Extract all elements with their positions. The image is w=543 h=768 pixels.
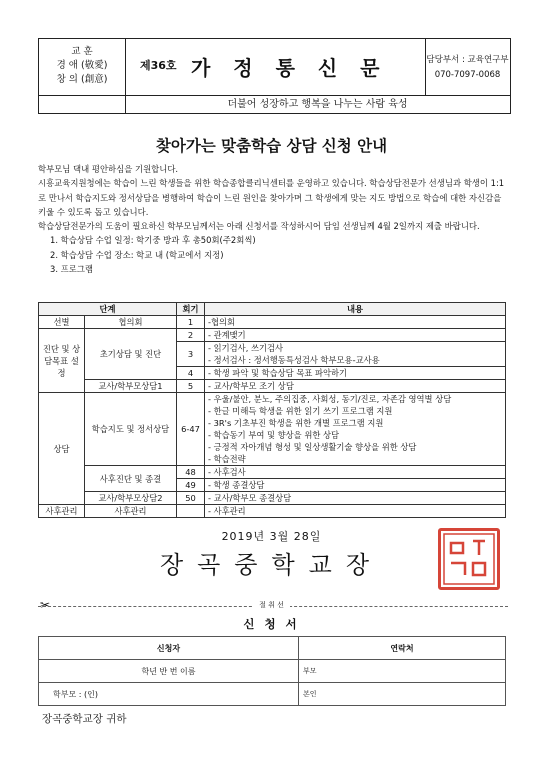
title-box (125, 39, 426, 95)
parent-signature-field[interactable]: 학부모 : (인) (39, 683, 299, 706)
table-row (39, 316, 506, 329)
document-title: 찾아가는 맞춤학습 상담 신청 안내 (155, 137, 388, 155)
table-row (39, 466, 506, 479)
content-line: - 학습동기 부여 및 향상을 위한 상담 (208, 430, 340, 440)
addressee: 장곡중학교장 귀하 (42, 713, 127, 725)
stage-cell: 사후관리 (39, 505, 85, 518)
content-line: - 한글 미해득 학생을 위한 읽기 쓰기 프로그램 지원 (208, 406, 393, 416)
content-cell (205, 342, 506, 367)
applicant-header: 신청자 (39, 637, 299, 660)
scissors-icon: ✂ (40, 598, 51, 612)
application-form (38, 636, 506, 706)
content-cell: - 학생 종결상담 (205, 479, 506, 492)
session-cell: 3 (177, 342, 205, 367)
table-row (39, 505, 506, 518)
program-table (38, 302, 506, 518)
content-cell (205, 393, 506, 466)
content-cell: - 사후관리 (205, 505, 506, 518)
paragraph: 학습상담전문가의 도움이 필요하신 학부모님께서는 아래 신청서를 작성하시어 담임 선생님께 4월 2일까지 제출 바랍니다. (38, 221, 480, 232)
content-line: - 긍정적 자아개념 형성 및 일상생활기술 향상을 위한 상담 (208, 442, 417, 452)
content-line: - 3R's 기초부진 학생을 위한 개별 프로그램 지원 (208, 418, 384, 428)
student-info-field[interactable]: 학년 반 번 이름 (39, 660, 299, 683)
substage-cell: 사후관리 (85, 505, 177, 518)
content-cell: -협의회 (205, 316, 506, 329)
greeting: 학부모님 댁내 평안하심을 기원합니다. (38, 164, 179, 174)
table-row (39, 329, 506, 342)
list-item: 1. 학습상담 수업 일정: 학기중 방과 후 총50회(주2회씩) (50, 235, 256, 246)
content-line: - 학습전략 (208, 454, 246, 464)
official-seal (438, 528, 500, 590)
mother-contact-field[interactable]: 본인 (299, 683, 506, 706)
content-cell: - 학생 파악 및 학습상담 목표 파악하기 (205, 367, 506, 380)
session-cell: 4 (177, 367, 205, 380)
content-line: - 우울/불안, 분노, 주의집중, 사회성, 동기/진로, 자존감 영역별 상담 (208, 394, 452, 404)
content-cell: - 관계맺기 (205, 329, 506, 342)
newsletter-title: 가 정 통 신 문 (191, 56, 388, 80)
motto-box (39, 39, 126, 95)
table-row (39, 393, 506, 466)
cut-line-label: 절 취 선 (0, 600, 543, 610)
table-row (39, 380, 506, 393)
application-title: 신 청 서 (243, 617, 300, 631)
session-cell: 6-47 (177, 393, 205, 466)
session-cell: 48 (177, 466, 205, 479)
substage-cell: 사후진단 및 종결 (85, 466, 177, 492)
motto-line: 교 훈 (71, 46, 93, 57)
slogan-bar (38, 96, 511, 114)
list-item: 3. 프로그램 (50, 264, 94, 275)
stage-cell: 선별 (39, 316, 85, 329)
table-row (39, 492, 506, 505)
session-cell: 50 (177, 492, 205, 505)
session-cell: 49 (177, 479, 205, 492)
body-text (38, 162, 506, 276)
paragraph: 시흥교육지원청에는 학습이 느린 학생들을 위한 학습종합클리닉센터를 운영하고 있습니다. 학습상담전문가 선생님과 학생이 1:1로 만나서 학습지도와 정서상담을 병행하여 학습이 느린 원인을 찾아가며 그 학생에게 맞는 지도 방법으로 학습에 대한 자신감을 키울 수 있도록 돕고 있습니다. (38, 178, 505, 217)
contact-box (425, 39, 510, 95)
header-stage: 단계 (39, 303, 177, 316)
contact-header: 연락처 (299, 637, 506, 660)
principal-name: 장곡중학교장 (159, 551, 384, 579)
session-cell: 1 (177, 316, 205, 329)
father-contact-field[interactable]: 부모 (299, 660, 506, 683)
newsletter-header (38, 38, 511, 96)
department: 담당부서 : 교육연구부 (426, 55, 509, 65)
session-cell (177, 505, 205, 518)
substage-cell: 협의회 (85, 316, 177, 329)
motto-line: 창 의 (創意) (56, 74, 108, 85)
content-line: - 정서검사 : 정서행동특성검사 학부모용-교사용 (208, 355, 380, 365)
stage-cell: 상담 (39, 393, 85, 505)
substage-cell: 교사/학부모상담2 (85, 492, 177, 505)
substage-cell: 초기상담 및 진단 (85, 329, 177, 380)
content-cell: - 교사/학부모 종결상담 (205, 492, 506, 505)
motto-line: 경 애 (敬愛) (56, 60, 108, 71)
substage-cell: 교사/학부모상담1 (85, 380, 177, 393)
issue-number: 제36호 (140, 59, 177, 72)
slogan: 더불어 성장하고 행복을 나누는 사람 육성 (227, 99, 408, 110)
list-item: 2. 학습상담 수업 장소: 학교 내 (학교에서 지정) (50, 249, 224, 260)
content-cell: - 교사/학부모 조기 상담 (205, 380, 506, 393)
header-content: 내용 (205, 303, 506, 316)
phone-number: 070-7097-0068 (434, 70, 501, 80)
issue-date: 2019년 3월 28일 (221, 530, 322, 543)
content-cell: - 사후검사 (205, 466, 506, 479)
stage-cell: 진단 및 상담목표 설정 (39, 329, 85, 393)
session-cell: 5 (177, 380, 205, 393)
session-cell: 2 (177, 329, 205, 342)
substage-cell: 학습지도 및 정서상담 (85, 393, 177, 466)
content-line: - 읽기검사, 쓰기검사 (208, 343, 284, 353)
header-session: 회기 (177, 303, 205, 316)
